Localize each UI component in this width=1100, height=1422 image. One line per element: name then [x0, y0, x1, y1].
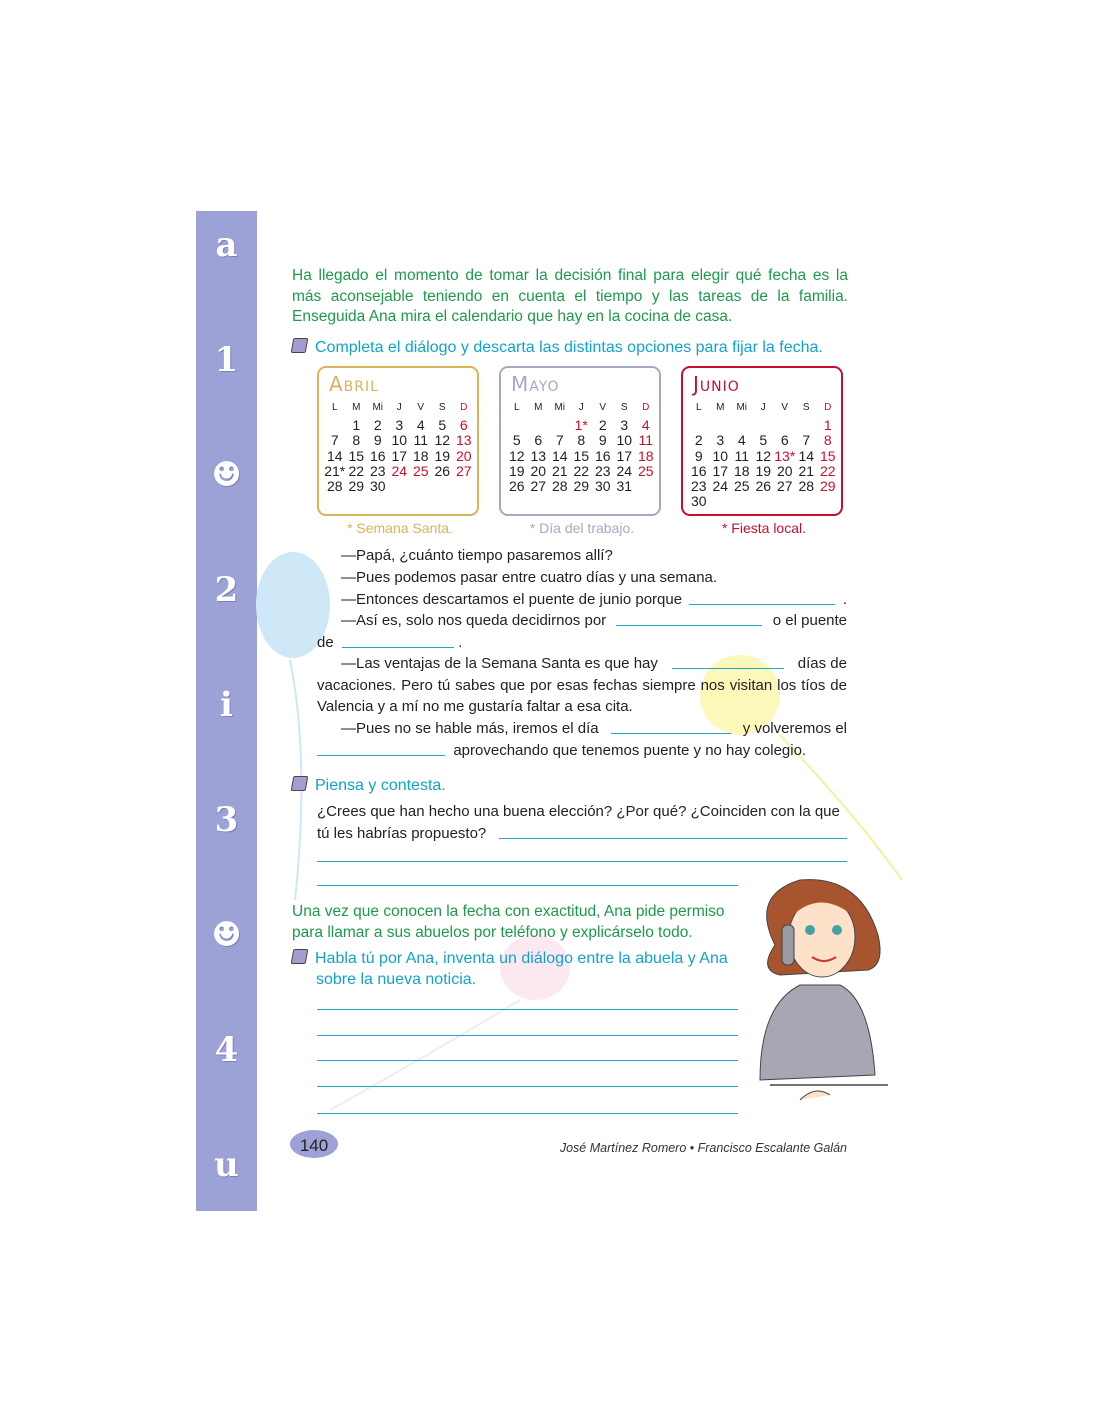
- calendar-day: 19: [434, 447, 451, 464]
- calendar-day: 3: [716, 432, 725, 449]
- question-line-2: tú les habrías propuesto?: [317, 825, 487, 842]
- weekday-label: D: [824, 402, 832, 413]
- calendar-day: 18: [637, 447, 654, 464]
- blank-field[interactable]: [672, 653, 784, 669]
- question-line-1: ¿Crees que han hecho una buena elección? ¿Por qué? ¿Coinciden con la que: [317, 803, 840, 820]
- calendar-day: 15: [348, 447, 365, 464]
- dialogue-line-6: —Las ventajas de la Semana Santa es que hay días de: [341, 655, 847, 672]
- answer-line[interactable]: [317, 1009, 738, 1010]
- calendar-day: 20: [530, 462, 547, 479]
- calendar-day: 3: [395, 417, 404, 433]
- calendar-day: 29: [348, 478, 365, 495]
- calendar-day: 14: [551, 447, 568, 464]
- weekday-label: J: [396, 402, 402, 413]
- task-habla: Habla tú por Ana, inventa un diálogo entre la abuela y Ana sobre la nueva noticia.: [292, 949, 728, 990]
- sidebar-glyph-icon: i: [220, 685, 233, 725]
- calendar-day: 21: [551, 462, 568, 479]
- weekday-label: S: [620, 402, 628, 413]
- dialogue-line-3: —Entonces descartamos el puente de junio porque .: [341, 591, 848, 608]
- answer-line[interactable]: [317, 861, 847, 862]
- calendar-day: 21*: [324, 462, 346, 479]
- page-number-badge: 140: [290, 1130, 338, 1158]
- calendar-day: 25: [637, 462, 654, 479]
- weekday-label: Mi: [372, 402, 384, 413]
- calendar-mayo: [499, 366, 661, 516]
- book-icon: [291, 338, 309, 353]
- calendar-day: 18: [412, 447, 429, 464]
- calendar-day: 17: [712, 462, 729, 479]
- calendar-day: 8: [823, 432, 832, 449]
- weekday-label: L: [695, 402, 702, 413]
- calendar-day: 5: [438, 417, 447, 433]
- answer-line[interactable]: [317, 1060, 738, 1061]
- calendar-day: 10: [712, 447, 729, 464]
- calendar-day: 28: [798, 478, 815, 495]
- calendar-day: 8: [352, 432, 361, 449]
- weekday-label: L: [331, 402, 338, 413]
- answer-line[interactable]: [317, 1086, 738, 1087]
- calendar-day: 30: [594, 478, 611, 495]
- calendar-day: 13*: [774, 447, 796, 464]
- sidebar-glyph-icon: 2: [214, 570, 239, 610]
- answer-line[interactable]: [499, 838, 847, 839]
- calendar-day: 24: [616, 462, 633, 479]
- calendar-day: 4: [641, 417, 650, 433]
- calendar-day: 5: [512, 432, 521, 449]
- task-piensa: Piensa y contesta.: [292, 776, 446, 795]
- calendar-day: 9: [598, 432, 607, 449]
- dialogue-line-9: —Pues no se hable más, iremos el día y volveremos el: [341, 720, 847, 737]
- calendar-day: 19: [755, 462, 772, 479]
- weekday-label: M: [534, 402, 543, 413]
- calendar-day: 15: [573, 447, 590, 464]
- weekday-label: D: [642, 402, 650, 413]
- weekday-label: D: [460, 402, 468, 413]
- weekday-label: Mi: [736, 402, 748, 413]
- calendar-note: * Fiesta local.: [721, 520, 807, 536]
- sidebar-glyph-icon: ☻: [211, 455, 242, 495]
- book-icon: [291, 776, 309, 791]
- calendar-day: 17: [616, 447, 633, 464]
- month-title: Mayo: [511, 372, 560, 396]
- sidebar-glyph-icon: ☻: [211, 915, 242, 955]
- weekday-label: M: [352, 402, 361, 413]
- intro-paragraph: Ha llegado el momento de tomar la decisión final para elegir qué fecha es la más aconsejable teniendo en cuenta el tiempo y las tareas de la familia. Enseguida Ana mira el calendario que hay en la cocina de casa.: [292, 267, 848, 325]
- dialogue-line-7: vacaciones. Pero tú sabes que por esas fechas siempre nos visitan los tíos de: [317, 677, 847, 694]
- calendar-day: 5: [759, 432, 768, 449]
- calendar-day: 29: [819, 478, 836, 495]
- calendar-day: 10: [391, 432, 408, 449]
- month-title: Abril: [329, 372, 379, 396]
- calendar-day: 29: [573, 478, 590, 495]
- calendar-day: 6: [534, 432, 543, 449]
- calendar-day: 24: [391, 462, 408, 479]
- calendar-day: 9: [373, 432, 382, 449]
- calendar-day: 23: [369, 462, 386, 479]
- answer-line[interactable]: [317, 1035, 738, 1036]
- calendar-day: 1: [823, 417, 832, 433]
- sidebar-glyph-icon: 4: [214, 1030, 239, 1070]
- blank-field[interactable]: [342, 632, 454, 648]
- calendar-day: 19: [508, 462, 525, 479]
- weekday-label: Mi: [554, 402, 566, 413]
- calendar-day: 6: [780, 432, 789, 449]
- calendar-day: 8: [577, 432, 586, 449]
- weekday-label: V: [417, 402, 425, 413]
- calendar-day: 11: [638, 432, 654, 449]
- month-title: Junio: [693, 372, 740, 396]
- calendar-day: 22: [348, 462, 365, 479]
- book-icon: [291, 949, 309, 964]
- calendar-day: 30: [369, 478, 386, 495]
- calendar-day: 30: [690, 493, 707, 510]
- calendar-day: 12: [755, 447, 772, 464]
- calendar-day: 11: [413, 432, 429, 449]
- calendar-day: 4: [416, 417, 425, 433]
- calendar-day: 22: [573, 462, 590, 479]
- calendar-day: 24: [712, 478, 729, 495]
- weekday-label: S: [438, 402, 446, 413]
- calendar-day: 14: [326, 447, 343, 464]
- answer-line[interactable]: [317, 1113, 738, 1114]
- weekday-label: J: [760, 402, 766, 413]
- sidebar-glyph-icon: 3: [214, 800, 239, 840]
- authors-footer: José Martínez Romero • Francisco Escalante Galán: [559, 1141, 847, 1155]
- calendar-day: 16: [690, 462, 707, 479]
- calendar-day: 25: [412, 462, 429, 479]
- calendar-day: 14: [798, 447, 815, 464]
- calendar-day: 22: [819, 462, 836, 479]
- calendar-day: 15: [819, 447, 836, 464]
- dialogue-line-1: —Papá, ¿cuánto tiempo pasaremos allí?: [341, 547, 613, 564]
- calendar-day: 26: [508, 478, 525, 495]
- weekday-label: V: [781, 402, 789, 413]
- calendar-day: 23: [594, 462, 611, 479]
- girl-phone-illustration: [740, 875, 900, 1120]
- calendar-day: 27: [776, 478, 793, 495]
- weekday-label: S: [802, 402, 810, 413]
- calendar-day: 26: [434, 462, 451, 479]
- sidebar-glyph-icon: u: [214, 1145, 239, 1185]
- calendar-day: 27: [530, 478, 547, 495]
- dialogue-line-4: —Así es, solo nos queda decidirnos por o el puente: [341, 612, 848, 629]
- calendar-day: 18: [733, 462, 750, 479]
- calendar-day: 12: [434, 432, 451, 449]
- calendar-day: 28: [551, 478, 568, 495]
- calendar-day: 11: [734, 447, 750, 464]
- sidebar-glyph-icon: 1: [214, 340, 239, 380]
- blank-field[interactable]: [317, 740, 445, 756]
- calendar-day: 1*: [574, 417, 588, 433]
- calendar-day: 21: [798, 462, 815, 479]
- answer-line[interactable]: [317, 885, 738, 886]
- calendar-day: 10: [616, 432, 633, 449]
- calendar-day: 13: [530, 447, 547, 464]
- calendar-note: * Día del trabajo.: [529, 520, 635, 536]
- calendar-day: 26: [755, 478, 772, 495]
- calendar-day: 4: [737, 432, 746, 449]
- blank-field[interactable]: [616, 610, 762, 626]
- calendar-day: 9: [694, 447, 703, 464]
- calendar-day: 7: [802, 432, 811, 449]
- calendar-day: 6: [459, 417, 468, 433]
- dialogue-line-8: Valencia y a mí no me gustaría faltar a esa cita.: [317, 698, 633, 715]
- calendar-day: 20: [776, 462, 793, 479]
- calendar-day: 28: [326, 478, 343, 495]
- weekday-label: M: [716, 402, 725, 413]
- calendar-day: 7: [555, 432, 564, 449]
- dialogue-line-10: aprovechando que tenemos puente y no hay colegio.: [317, 740, 847, 761]
- calendar-day: 20: [455, 447, 472, 464]
- calendar-abril: [317, 366, 479, 516]
- calendar-day: 13: [455, 432, 472, 449]
- calendar-junio: [681, 366, 843, 516]
- calendar-day: 2: [694, 432, 703, 449]
- weekday-label: J: [578, 402, 584, 413]
- calendar-day: 25: [733, 478, 750, 495]
- sidebar-glyph-icon: a: [215, 225, 238, 265]
- weekday-label: V: [599, 402, 607, 413]
- calendar-day: 3: [620, 417, 629, 433]
- calendar-day: 12: [508, 447, 525, 464]
- phone-paragraph: Una vez que conocen la fecha con exactitud, Ana pide permiso para llamar a sus abuelos por teléfono y explicárselo todo.: [292, 903, 725, 941]
- blank-field[interactable]: [611, 718, 731, 734]
- task-completa: Completa el diálogo y descarta las distintas opciones para fijar la fecha.: [292, 338, 823, 357]
- blank-field[interactable]: [689, 589, 835, 605]
- calendar-day: 31: [616, 478, 633, 495]
- calendar-day: 1: [352, 417, 361, 433]
- calendar-day: 23: [690, 478, 707, 495]
- dialogue-line-2: —Pues podemos pasar entre cuatro días y una semana.: [341, 569, 718, 586]
- calendar-day: 16: [369, 447, 386, 464]
- weekday-label: L: [513, 402, 520, 413]
- calendar-day: 27: [455, 462, 472, 479]
- calendar-note: * Semana Santa.: [347, 520, 453, 536]
- calendar-day: 16: [594, 447, 611, 464]
- calendar-day: 2: [373, 417, 382, 433]
- calendar-day: 2: [598, 417, 607, 433]
- calendar-day: 7: [330, 432, 339, 449]
- dialogue-line-5: de .: [317, 634, 463, 651]
- calendar-day: 17: [391, 447, 408, 464]
